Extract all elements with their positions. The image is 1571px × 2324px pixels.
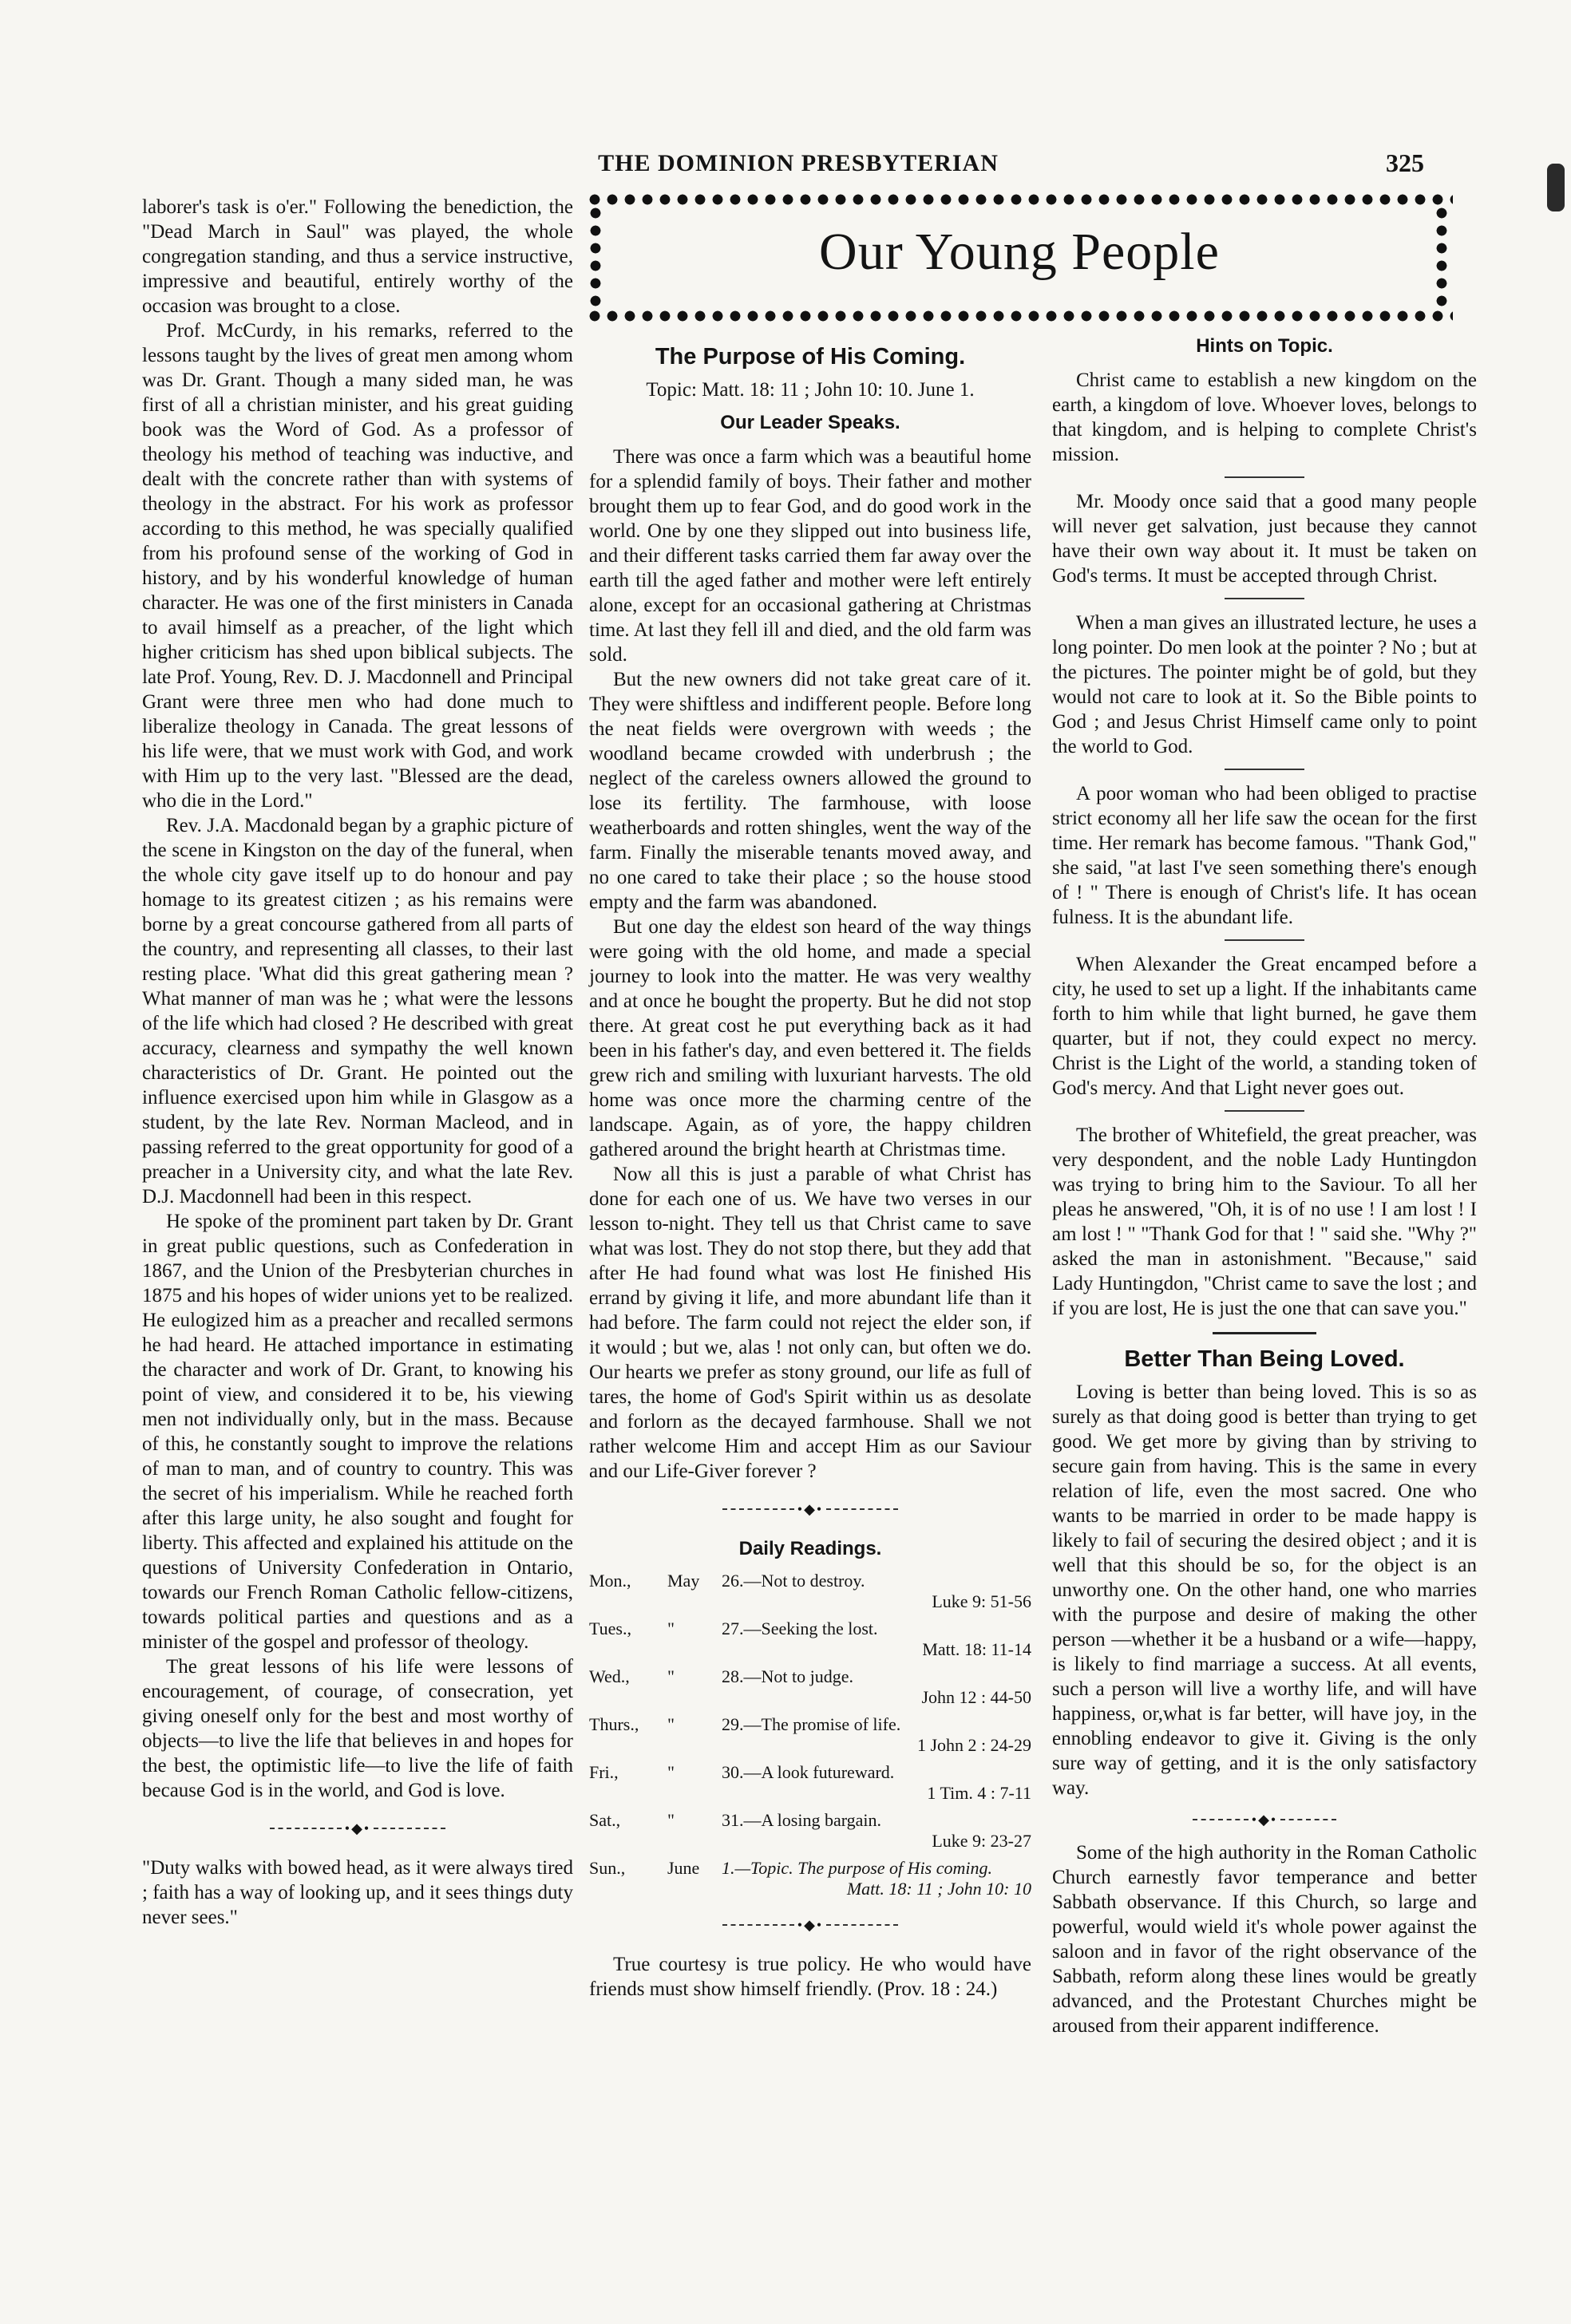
reading-reference: Matt. 18: 11 ; John 10: 10	[846, 1878, 1031, 1899]
reading-row	[589, 1666, 1031, 1708]
reading-month: "	[667, 1713, 675, 1734]
quote-text: "Duty walks with bowed head, as it were always tired ; faith has a way of looking up, and it sees things duty never sees."	[142, 1856, 573, 1928]
reading-month: "	[667, 1809, 675, 1830]
paragraph: When Alexander the Great encamped before a city, he used to set up a light. If the inhabitants came forth to him while that light burned, he gave them quarter, but if not, they could expect no mercy. Christ is the Light of the world, a standing token of God's mercy. And that Light never goes out.	[1052, 954, 1477, 1099]
beaded-border-bottom	[586, 305, 1453, 327]
column-left	[142, 195, 573, 1930]
paragraph: The brother of Whitefield, the great preacher, was very despondent, and the noble Lady Huntingdon was trying to bring him to the Saviour. To all her pleas he answered, "Oh, it is of no use ! I am lost ! I am lost ! " "Thank God for that ! " said she. "Why ?" asked the man in astonishment. "Because," said Lady Huntingdon, "Christ came to save the lost ; and if you are lost, He is just the one that can save you."	[1052, 1124, 1477, 1319]
reading-month: June	[667, 1857, 700, 1878]
article-heading: The Purpose of His Coming.	[655, 344, 966, 370]
topic-line: Topic: Matt. 18: 11 ; John 10: 10. June 1.	[646, 379, 975, 401]
reading-day: Wed.,	[589, 1666, 630, 1686]
hints-heading: Hints on Topic.	[1196, 335, 1333, 357]
paragraph: Mr. Moody once said that a good many people will never get salvation, just because they cannot have their own way about it. It must be taken on God's terms. It must be accepted through Christ.	[1052, 491, 1477, 587]
paragraph: There was once a farm which was a beautiful home for a splendid family of boys. Their father and mother brought them up to fear God, and do good work in the world. One by one they slipped out into business life, and their different tasks carried them far away over the earth till the aged father and mother were left entirely alone, except for an occasional gathering at Christmas time. At last they fell ill and died, and the old farm was sold.	[589, 446, 1031, 666]
beaded-border-top	[586, 188, 1453, 211]
paragraph: But the new owners did not take great care of it. They were shiftless and indifferent people. Before long the neat fields were overgrown with weeds ; the woodland became crowded with underbrush ; the neglect of the careless owners allowed the ground to lose its fertility. The farmhouse, with loose weatherboards and rotten shingles, went the way of the farm. Finally the miserable tenants moved away, and no one cared to take their place ; so the house stood empty and the farm was abandoned.	[589, 669, 1031, 913]
paragraph: Now all this is just a parable of what Christ has done for each one of us. We have two verses in our lesson to-night. They tell us that Christ came to save what was lost. They do not stop there, but they add that after He had found what was lost He finished His errand by giving it life, and more abundant life than it had before. The farm could not reject the elder son, if it would ; but we, alas ! not only can, but often we do. Our hearts we prefer as stony ground, our life as full of tares, the home of God's Spirit within us as desolate and forlorn as the decayed farmhouse. Shall we not rather welcome Him and accept Him as our Saviour and our Life-Giver forever ?	[589, 1164, 1031, 1482]
paragraph: Some of the high authority in the Roman Catholic Church earnestly favor temperance and better Sabbath observance. If this Church, so large and powerful, would wield it's whole power against the saloon and in favor of the right observance of the Sabbath, reform along these lines would be greatly advanced, and the Protestant Churches might be aroused from their apparent indifference.	[1052, 1841, 1477, 2037]
section-banner	[586, 188, 1453, 324]
beaded-border-left	[586, 204, 605, 308]
paragraph: A poor woman who had been obliged to practise strict economy all her life saw the ocean for the first time. Her remark has become famous. "Thank God," she said, "at last I've seen something there's enough of ! " There is enough of Christ's life. It has ocean fulness. It is the abundant life.	[1052, 783, 1477, 928]
reading-day: Sat.,	[589, 1809, 621, 1830]
reading-text: 26.—Not to destroy.	[722, 1570, 865, 1591]
paragraph: Rev. J.A. Macdonald began by a graphic picture of the scene in Kingston on the day of the funeral, when the whole city gave itself up to do honour and pay homage to its greatest citizen ; as his remains were borne by a great concourse gathered from all parts of the country, and representing all classes, to their last resting place. 'What did this great gathering mean ? What manner of man was he ; what were the lessons of the life which had closed ? He described with great accuracy, clearness and sympathy the well known characteristics of Dr. Grant. He pointed out the influence exercised upon him while in Glasgow as a student, by the late Rev. Norman Macleod, and in passing referred to the great opportunity for good of a preacher in a University city, and what the late Rev. D.J. Macdonnell had been in this respect.	[142, 815, 573, 1207]
paragraph: laborer's task is o'er." Following the benediction, the "Dead March in Saul" was played, the whole congregation standing, and thus a service instructive, impressive and beautiful, entirely worthy of the occasion was brought to a close.	[142, 196, 573, 317]
divider	[1225, 769, 1304, 770]
paragraph: Christ came to establish a new kingdom on the earth, a kingdom of love. Whoever loves, belongs to that kingdom, and is helping to complete Christ's mission.	[1052, 370, 1477, 465]
reading-reference: 1 John 2 : 24-29	[917, 1734, 1031, 1755]
paragraph: The great lessons of his life were lessons of encouragement, of courage, of consecration, yet giving oneself only for the best and most worthy of objects—to live the life that believes in and hopes for the best, the optimistic life—to live the life of faith because God is in the world, and God is love.	[142, 1656, 573, 1801]
divider	[1225, 939, 1304, 941]
ornamental-rule: •◆•	[142, 1816, 573, 1841]
paragraph: Prof. McCurdy, in his remarks, referred to the lessons taught by the lives of great men among whom was Dr. Grant. Though a many sided man, he was first of all a christian minister, and his great guiding book was the Word of God. As a professor of theology his method of teaching was inductive, and dealt with the concrete rather than with systems of theology in the abstract. For his work as professor according to this method, he was specially qualified from his profound sense of the working of God in history, and by his wonderful knowledge of human character. He was one of the first ministers in Canada to avail himself as a preacher, of the light which higher criticism has shed upon biblical subjects. The late Prof. Young, Rev. D. J. Macdonnell and Principal Grant were three men who had done much to liberalize theology in Canada. The great lessons of his life were, that we must work with God, and work with Him up to the very last. "Blessed are the dead, who die in the Lord."	[142, 320, 573, 812]
paragraph: But one day the eldest son heard of the way things were going with the old home, and made a special journey to look into the matter. He was very wealthy and at once he bought the property. But he did not stop there. At great cost he put everything back as it had been in his father's day, and even bettered it. The fields grew rich and smiling with luxuriant harvests. The old home was once more the charming centre of the landscape. Again, as of yore, the happy children gathered around the bright hearth at Christmas time.	[589, 916, 1031, 1160]
reading-reference: Luke 9: 51-56	[932, 1591, 1031, 1611]
reading-text: 28.—Not to judge.	[722, 1666, 853, 1686]
reading-text: 29.—The promise of life.	[722, 1713, 901, 1734]
paragraph: He spoke of the prominent part taken by Dr. Grant in great public questions, such as Confederation in 1867, and the Union of the Presbyterian churches in 1875 and his hopes of wider unions yet to be realized. He eulogized him as a preacher and recalled sermons he had heard. He attached importance in estimating the character and work of Dr. Grant, to knowing his point of view, and considered it to be, his viewing men not individually only, but in the mass. Because of this, he constantly sought to improve the relations of man to man, and of country to country. This was the secret of his imperialism. While he reached forth after this large unity, he also sought and fought for liberty. This affected and explained his attitude on the questions of University Confederation in Ontario, towards our French Roman Catholic fellow-citizens, towards political parties and questions and as a minister of the gospel and professor of theology.	[142, 1211, 573, 1653]
reading-day: Sun.,	[589, 1857, 626, 1878]
reading-text: 1.—Topic. The purpose of His coming.	[722, 1857, 992, 1878]
reading-reference: Luke 9: 23-27	[932, 1830, 1031, 1851]
divider	[1225, 598, 1304, 599]
reading-reference: Matt. 18: 11-14	[922, 1638, 1031, 1659]
divider	[1213, 1332, 1316, 1334]
reading-day: Mon.,	[589, 1570, 631, 1591]
ornamental-rule: •◆•	[589, 1496, 1031, 1522]
reading-reference: 1 Tim. 4 : 7-11	[927, 1782, 1031, 1803]
reading-text: 27.—Seeking the lost.	[722, 1618, 878, 1638]
article-heading: Better Than Being Loved.	[1124, 1346, 1405, 1372]
ornamental-rule: •◆•	[1052, 1807, 1477, 1832]
readings-heading: Daily Readings.	[738, 1537, 882, 1559]
reading-day: Thurs.,	[589, 1713, 639, 1734]
divider	[1225, 1110, 1304, 1112]
subheading: Our Leader Speaks.	[720, 412, 900, 433]
reading-month: "	[667, 1761, 675, 1782]
reading-reference: John 12 : 44-50	[921, 1686, 1031, 1707]
closing-quote	[142, 1856, 573, 1930]
running-title: THE DOMINION PRESBYTERIAN	[598, 150, 999, 176]
scan-edge-mark	[1547, 164, 1565, 211]
reading-day: Fri.,	[589, 1761, 619, 1782]
page-number: 325	[1386, 148, 1424, 177]
ornamental-rule: •◆•	[589, 1912, 1031, 1938]
reading-row	[589, 1618, 1031, 1660]
reading-day: Tues.,	[589, 1618, 631, 1638]
reading-row	[589, 1810, 1031, 1852]
courtesy-note: True courtesy is true policy. He who would have friends must show himself friendly. (Prov. 18 : 24.)	[589, 1953, 1031, 2000]
divider	[1225, 476, 1304, 478]
reading-month: "	[667, 1666, 675, 1686]
column-right	[1052, 334, 1477, 2038]
reading-row	[589, 1714, 1031, 1756]
column-middle	[589, 334, 1031, 2002]
section-title: Our Young People	[819, 223, 1220, 281]
beaded-border-right	[1432, 204, 1451, 308]
daily-readings-list	[589, 1571, 1031, 1899]
reading-month: May	[667, 1570, 700, 1591]
reading-row	[589, 1571, 1031, 1612]
paragraph: Loving is better than being loved. This is so as surely as that doing good is better than trying to get good. We get more by giving than by striving to secure gain from having. This is the same in every relation of life, even the most sacred. One who wants to be married in order to be made happy is likely to fail of securing the desired object ; and it is well that this should be so, for the object is an unworthy one. On the other hand, one who marries with the purpose and desire of making the other person —whether it be a husband or a wife—happy, is likely to find marriage a success. At all events, such a person will live a worthy life, and will have happiness, or,what is far better, will have joy, in the ennobling endeavor to give it. Giving is the only sure way of getting, and it is the only satisfactory way.	[1052, 1381, 1477, 1799]
paragraph: When a man gives an illustrated lecture, he uses a long pointer. Do men look at the pointer ? No ; but at the pictures. The pointer might be of gold, but they would not care to look at it. So the Bible points to God ; and Jesus Christ Himself came only to point the world to God.	[1052, 612, 1477, 757]
reading-month: "	[667, 1618, 675, 1638]
reading-row	[589, 1762, 1031, 1804]
reading-text: 31.—A losing bargain.	[722, 1809, 882, 1830]
reading-row	[589, 1858, 1031, 1899]
reading-text: 30.—A look futureward.	[722, 1761, 895, 1782]
